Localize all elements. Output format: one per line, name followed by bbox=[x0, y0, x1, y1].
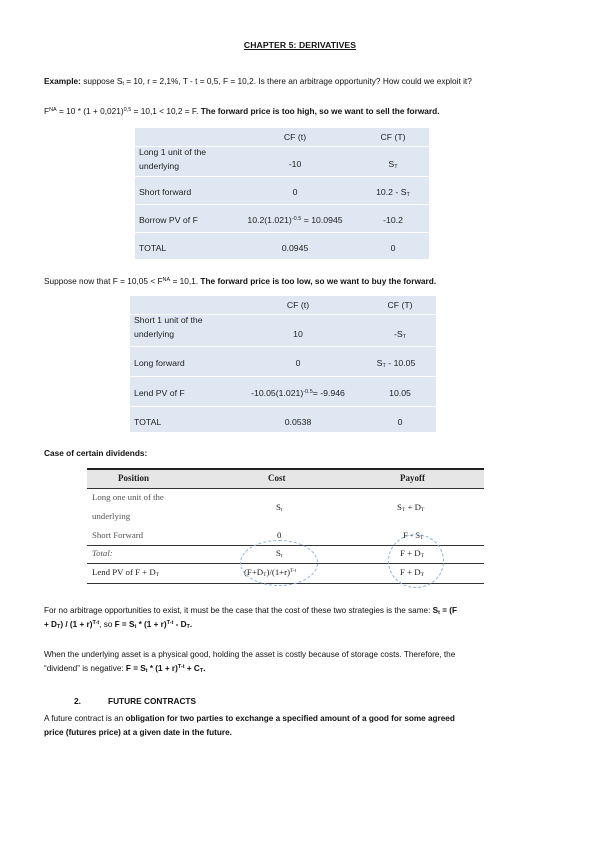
table3-header-position: Position bbox=[118, 473, 150, 483]
table2-header-cf-t: CF (t) bbox=[286, 300, 310, 310]
dividends-heading: Case of certain dividends: bbox=[44, 448, 148, 458]
table1-row-label: Borrow PV of F bbox=[139, 215, 198, 225]
table3-header-payoff: Payoff bbox=[400, 473, 425, 483]
section-number: 2. bbox=[74, 696, 81, 706]
table3-row3-label: Total: bbox=[92, 548, 113, 558]
table2-cell: $-10.05(1.021)^{-0.5}= -9.946$ bbox=[251, 388, 345, 398]
no-arbitrage-paragraph: For no arbitrage opportunities to exist, it must be the case that the cost of these two strategies is the same: $S_t = (F$ + $D_T) / (1 + r)^{T-t}$, so $F = S_t * (1 + r)^{T-t} - D_T$. bbox=[44, 606, 458, 630]
table2-row-label: Short 1 unit of the underlying bbox=[134, 315, 203, 339]
table1-header-cf-t: CF (t) bbox=[283, 132, 307, 142]
table1-header-cf-T: CF (T) bbox=[380, 132, 406, 142]
table3-row4-cost: $(F+D_T)/(1+r)^{T-t}$ bbox=[244, 567, 297, 578]
payoff-highlight-circle bbox=[388, 534, 444, 588]
arbitrage-table-buy-forward: CF (t) CF (T) Short 1 unit of the underlying 10 $-S_T$ Long forward 0 $S_T - 10.05$ Lend PV of F $-10.05(1.021)^{-0.5}= -9.946$ 10.05 TOTAL 0.0538 0 bbox=[130, 296, 436, 432]
table3-row1-cost: $S_t$ bbox=[276, 502, 283, 513]
table2-row-label: Lend PV of F bbox=[134, 388, 185, 398]
table1-row-label: Long 1 unit of the underlying bbox=[139, 147, 207, 171]
table1-cell: $10.2 - S_T$ bbox=[376, 187, 410, 198]
table2-header-cf-T: CF (T) bbox=[387, 300, 413, 310]
chapter-title: CHAPTER 5: DERIVATIVES bbox=[243, 40, 357, 50]
table3-row3-cost: $S_t$ bbox=[276, 548, 283, 559]
table1-cell: $10.2(1.021)^{-0.5} = 10.0945$ bbox=[247, 215, 343, 225]
table3-row2-label: Short Forward bbox=[92, 530, 144, 540]
table3-row1-payoff: $S_T + D_T$ bbox=[397, 502, 425, 513]
storage-cost-paragraph: When the underlying asset is a physical good, holding the asset is costly because of storage costs. Therefore, the “dividend” is negative: $F = S_t * (1 + r)^{T-t} + C_T$. bbox=[44, 650, 456, 674]
table3-row2-cost: 0 bbox=[277, 530, 282, 540]
futures-definition-paragraph: A future contract is an obligation for two parties to exchange a specified amount of a good for some agreed price (futures price) at a given date in the future. bbox=[44, 714, 455, 737]
table1-cell: $S_T$ bbox=[388, 159, 398, 170]
table2-cell: $S_T - 10.05$ bbox=[376, 358, 416, 369]
table2-row-label: TOTAL bbox=[134, 417, 162, 427]
fna-line: $F^{NA} = 10 * (1 + 0,021)^{0,5} = 10,1 < 10,2 = F$. The forward price is too high, so we want to sell the forward. bbox=[44, 106, 440, 116]
table2-row-label: Long forward bbox=[134, 358, 185, 368]
table2-cell: $-S_T$ bbox=[393, 329, 407, 340]
table3-row2-payoff: F - $S_T$ bbox=[403, 530, 424, 541]
table3-row1-label-a: Long one unit of the bbox=[92, 492, 164, 502]
table3-row1-label-b: underlying bbox=[92, 511, 131, 521]
table1-row-label: Short forward bbox=[139, 187, 192, 197]
cost-highlight-circle bbox=[240, 540, 318, 586]
arbitrage-table-sell-forward: CF (t) CF (T) Long 1 unit of the underlying -10 $S_T$ Short forward 0 $10.2 - S_T$ Borrow PV of F $10.2(1.021)^{-0.5} = 10.0945$ -10.2 TOTAL 0.0945 0 bbox=[135, 128, 429, 259]
example-line: Example: suppose $S_t = 10$, r = 2,1%, T - t = 0,5, F = 10,2. Is there an arbitrage opportunity? How could we exploit it? bbox=[44, 76, 472, 87]
suppose-line: Suppose now that $F = 10,05 < F^{NA} = 10,1$. The forward price is too low, so we want to buy the forward. bbox=[44, 276, 437, 286]
table3-header-cost: Cost bbox=[268, 473, 286, 483]
table3-row3-payoff: $F + D_T$ bbox=[400, 548, 424, 559]
table3-row4-label: Lend PV of $F + D_T$ bbox=[92, 567, 160, 578]
section-title: FUTURE CONTRACTS bbox=[108, 696, 197, 706]
table1-row-label: TOTAL bbox=[139, 243, 167, 253]
table3-row4-payoff: $F + D_T$ bbox=[400, 567, 424, 578]
